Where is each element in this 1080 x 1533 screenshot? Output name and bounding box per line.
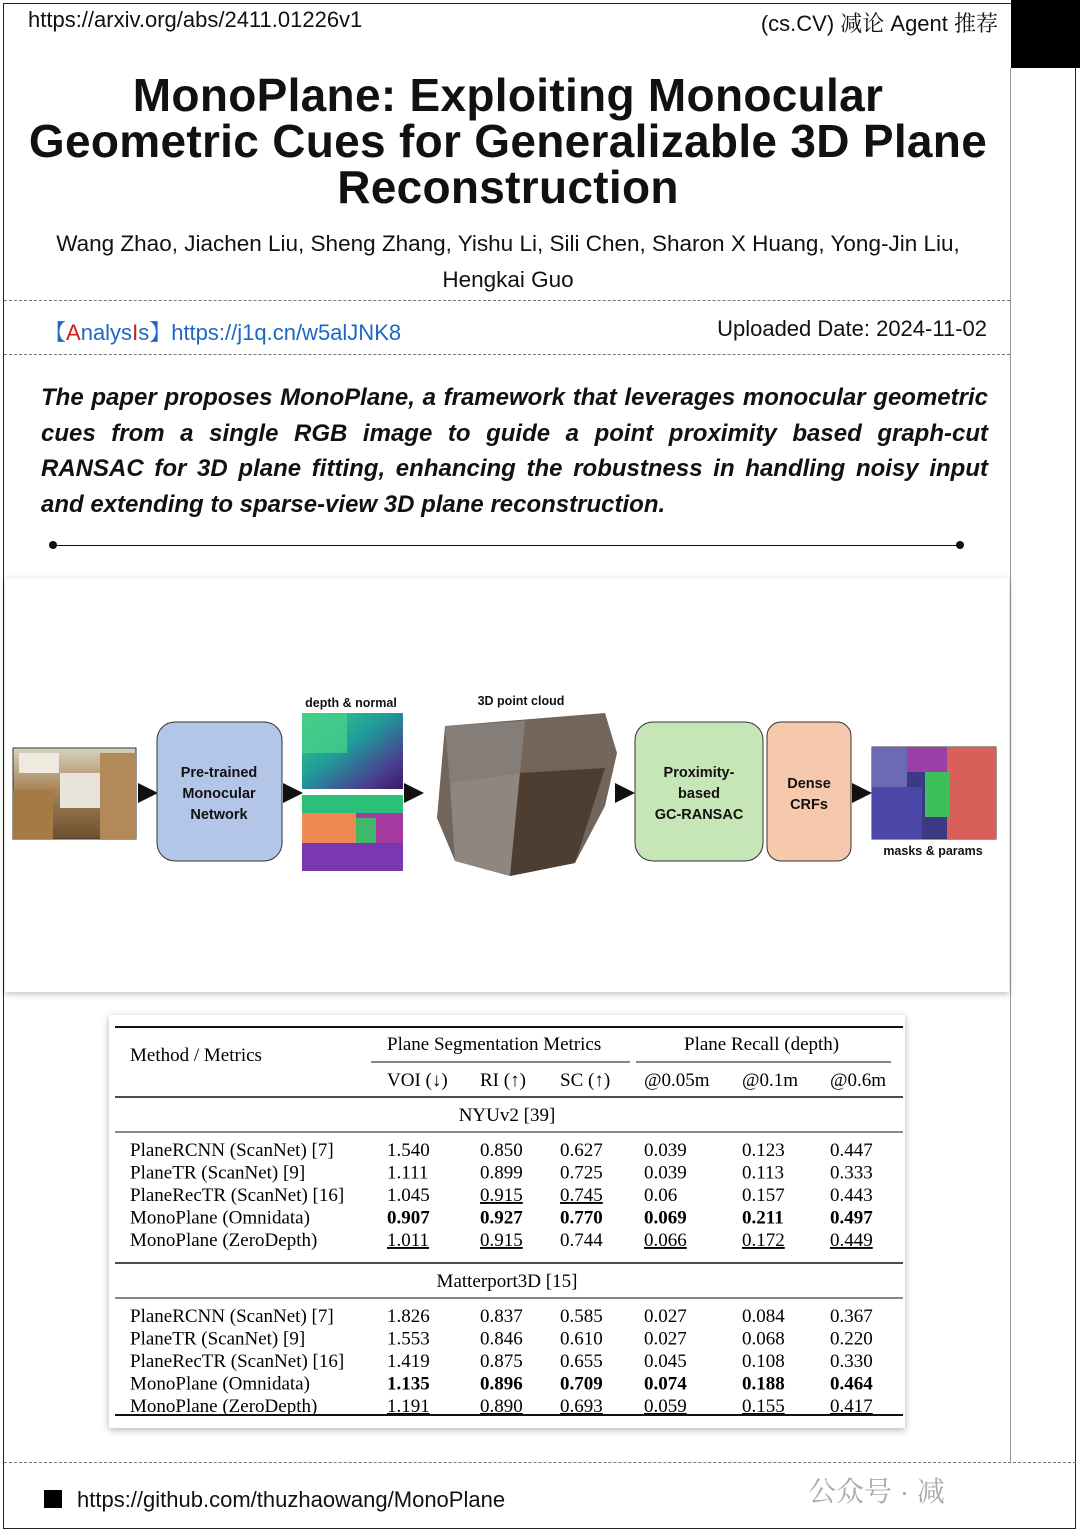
table-row [130, 1306, 873, 1327]
metric-value: 0.744 [560, 1230, 603, 1251]
footer-divider [4, 1462, 1076, 1463]
metric-value: 0.211 [742, 1207, 784, 1229]
crf-label-line: Dense [787, 776, 831, 792]
arxiv-url[interactable]: https://arxiv.org/abs/2411.01226v1 [28, 7, 363, 32]
table-row [130, 1185, 873, 1206]
method-name: PlaneTR (ScanNet) [9] [130, 1162, 306, 1184]
metric-value: 0.059 [644, 1396, 687, 1417]
results-table [109, 1015, 905, 1428]
metric-value: 0.084 [742, 1306, 785, 1327]
method-name: MonoPlane (ZeroDepth) [130, 1230, 318, 1251]
title-line: MonoPlane: Exploiting Monocular [132, 69, 884, 121]
ransac-label-line: based [678, 786, 720, 802]
separator-rule [52, 545, 960, 546]
divider [4, 300, 1010, 301]
metric-value: 0.113 [742, 1162, 785, 1184]
metric-header: @0.6m [830, 1070, 887, 1091]
wechat-watermark: 公众号 · 减 [808, 1476, 945, 1507]
metric-value: 0.497 [830, 1207, 873, 1229]
pipeline-diagram [5, 578, 1009, 992]
output-segmentation-image [872, 747, 996, 839]
title-line: Reconstruction [337, 161, 679, 213]
table-row [130, 1140, 873, 1161]
metric-value: 0.074 [644, 1373, 687, 1395]
rule-dot-left [49, 541, 57, 549]
depth-normal-label: depth & normal [305, 696, 397, 710]
metric-value: 0.875 [480, 1351, 523, 1372]
metric-value: 0.837 [480, 1306, 523, 1327]
metric-value: 0.890 [480, 1396, 523, 1417]
metric-value: 0.123 [742, 1140, 785, 1161]
rule-dot-right [956, 541, 964, 549]
table-row [130, 1374, 873, 1395]
metric-value: 0.066 [644, 1230, 687, 1251]
metric-value: 0.367 [830, 1306, 873, 1327]
analysis-link[interactable] [44, 316, 401, 347]
table-row [130, 1396, 873, 1417]
network-label-line: Network [190, 807, 248, 823]
metric-value: 0.333 [830, 1162, 873, 1184]
table-row [130, 1163, 873, 1184]
gc-ransac-box [635, 722, 763, 861]
method-name: MonoPlane (Omnidata) [130, 1207, 310, 1229]
metric-value: 0.069 [644, 1207, 687, 1229]
metric-value: 0.846 [480, 1328, 523, 1350]
method-name: PlaneRCNN (ScanNet) [7] [130, 1140, 334, 1161]
metric-value: 1.045 [387, 1185, 430, 1206]
bracket-close: 】 [149, 320, 172, 345]
authors-line: Hengkai Guo [442, 267, 574, 292]
masks-params-label: masks & params [883, 844, 983, 858]
input-rgb-image [13, 748, 136, 839]
summary-text: The paper proposes MonoPlane, a framework that leverages monocular geometric cues from a single RGB image to guide a point proximity based graph-cut RANSAC for 3D plane fitting, enhancing the robustness in handling noisy input and extending to sparse-view 3D plane reconstruction. [41, 384, 988, 518]
network-label-line: Pre-trained [180, 765, 258, 781]
metric-value: 0.039 [644, 1162, 687, 1184]
metric-value: 0.155 [742, 1396, 785, 1417]
normal-map-image [302, 795, 403, 871]
metric-value: 0.896 [480, 1373, 523, 1395]
metric-value: 0.188 [742, 1373, 785, 1395]
metric-value: 0.172 [742, 1230, 785, 1251]
analysis-letter-s: s [138, 320, 150, 345]
metric-value: 0.907 [387, 1207, 430, 1229]
ransac-label-line: Proximity- [663, 765, 735, 781]
metric-value: 0.745 [560, 1185, 603, 1206]
method-name: MonoPlane (Omnidata) [130, 1373, 310, 1395]
metric-value: 1.553 [387, 1328, 430, 1350]
metric-value: 0.027 [644, 1306, 687, 1327]
metric-value: 0.693 [560, 1396, 603, 1417]
analysis-mid: nalys [80, 320, 133, 345]
metric-value: 0.330 [830, 1351, 873, 1372]
method-metrics-header: Method / Metrics [130, 1045, 262, 1066]
metric-value: 0.725 [560, 1162, 603, 1184]
network-label-line: Monocular [182, 786, 256, 802]
metric-value: 0.627 [560, 1140, 603, 1161]
method-name: PlaneTR (ScanNet) [9] [130, 1328, 306, 1350]
metric-value: 0.06 [644, 1185, 678, 1206]
dense-crf-box [767, 722, 851, 861]
table-row [130, 1230, 873, 1251]
metric-value: 0.220 [830, 1328, 873, 1350]
category-tag: (cs.CV) 减论 Agent 推荐 [760, 11, 998, 36]
bullet-square [44, 1490, 62, 1508]
metric-value: 0.039 [644, 1140, 687, 1161]
metric-value: 1.111 [387, 1162, 429, 1184]
metric-value: 1.191 [387, 1396, 430, 1417]
analysis-letter-i: I [132, 320, 139, 345]
point-cloud-image [437, 713, 617, 876]
section-title: Matterport3D [15] [436, 1271, 578, 1292]
depth-map-image [302, 713, 403, 789]
table-row [130, 1351, 873, 1372]
metric-value: 1.011 [387, 1230, 430, 1251]
group-header-segmentation: Plane Segmentation Metrics [387, 1034, 602, 1055]
analysis-url[interactable]: https://j1q.cn/w5alJNK8 [171, 320, 402, 345]
uploaded-date: Uploaded Date: 2024-11-02 [717, 316, 987, 341]
metric-header: @0.05m [644, 1070, 710, 1091]
metric-value: 0.157 [742, 1185, 785, 1206]
table-canvas [109, 1015, 905, 1428]
metric-value: 0.045 [644, 1351, 687, 1372]
corner-block [1011, 0, 1080, 68]
github-link[interactable]: https://github.com/thuzhaowang/MonoPlane [77, 1487, 506, 1512]
pipeline-figure [5, 578, 1009, 992]
group-header-recall: Plane Recall (depth) [684, 1034, 840, 1055]
metric-value: 0.417 [830, 1396, 873, 1417]
crf-label-line: CRFs [790, 797, 828, 813]
metric-value: 0.655 [560, 1351, 603, 1372]
metric-value: 0.464 [830, 1373, 873, 1395]
method-name: MonoPlane (ZeroDepth) [130, 1396, 318, 1417]
author-list [0, 226, 1016, 298]
metric-value: 0.449 [830, 1230, 873, 1251]
metric-value: 0.915 [480, 1185, 523, 1206]
metric-value: 0.915 [480, 1230, 523, 1251]
metric-header: SC (↑) [560, 1070, 611, 1091]
divider [4, 354, 1010, 355]
method-name: PlaneRecTR (ScanNet) [16] [130, 1351, 345, 1372]
metric-value: 0.443 [830, 1185, 873, 1206]
metric-value: 0.927 [480, 1207, 523, 1229]
metric-header: VOI (↓) [387, 1070, 448, 1091]
pretrained-network-box [157, 722, 282, 861]
metric-header: RI (↑) [480, 1070, 526, 1091]
authors-line: Wang Zhao, Jiachen Liu, Sheng Zhang, Yishu Li, Sili Chen, Sharon X Huang, Yong-Jin Liu, [56, 231, 960, 256]
metric-value: 0.709 [560, 1373, 603, 1395]
table-row [130, 1329, 873, 1350]
bracket-open: 【 [44, 320, 67, 345]
method-name: PlaneRCNN (ScanNet) [7] [130, 1306, 334, 1327]
paper-title [0, 69, 1016, 213]
metric-value: 0.585 [560, 1306, 603, 1327]
analysis-letter-a: A [66, 320, 81, 345]
metric-value: 1.540 [387, 1140, 430, 1161]
metric-value: 1.826 [387, 1306, 430, 1327]
metric-value: 0.027 [644, 1328, 687, 1350]
metric-value: 0.108 [742, 1351, 785, 1372]
metric-header: @0.1m [742, 1070, 799, 1091]
metric-value: 1.419 [387, 1351, 430, 1372]
metric-value: 0.610 [560, 1328, 603, 1350]
metric-value: 0.068 [742, 1328, 785, 1350]
ransac-label-line: GC-RANSAC [654, 807, 744, 823]
table-row [130, 1208, 873, 1229]
point-cloud-label: 3D point cloud [477, 694, 565, 708]
section-title: NYUv2 [39] [458, 1105, 556, 1126]
metric-value: 0.899 [480, 1162, 523, 1184]
title-line: Geometric Cues for Generalizable 3D Plane [28, 115, 988, 167]
method-name: PlaneRecTR (ScanNet) [16] [130, 1185, 345, 1206]
metric-value: 0.447 [830, 1140, 873, 1161]
metric-value: 1.135 [387, 1373, 430, 1395]
metric-value: 0.770 [560, 1207, 603, 1229]
metric-value: 0.850 [480, 1140, 523, 1161]
